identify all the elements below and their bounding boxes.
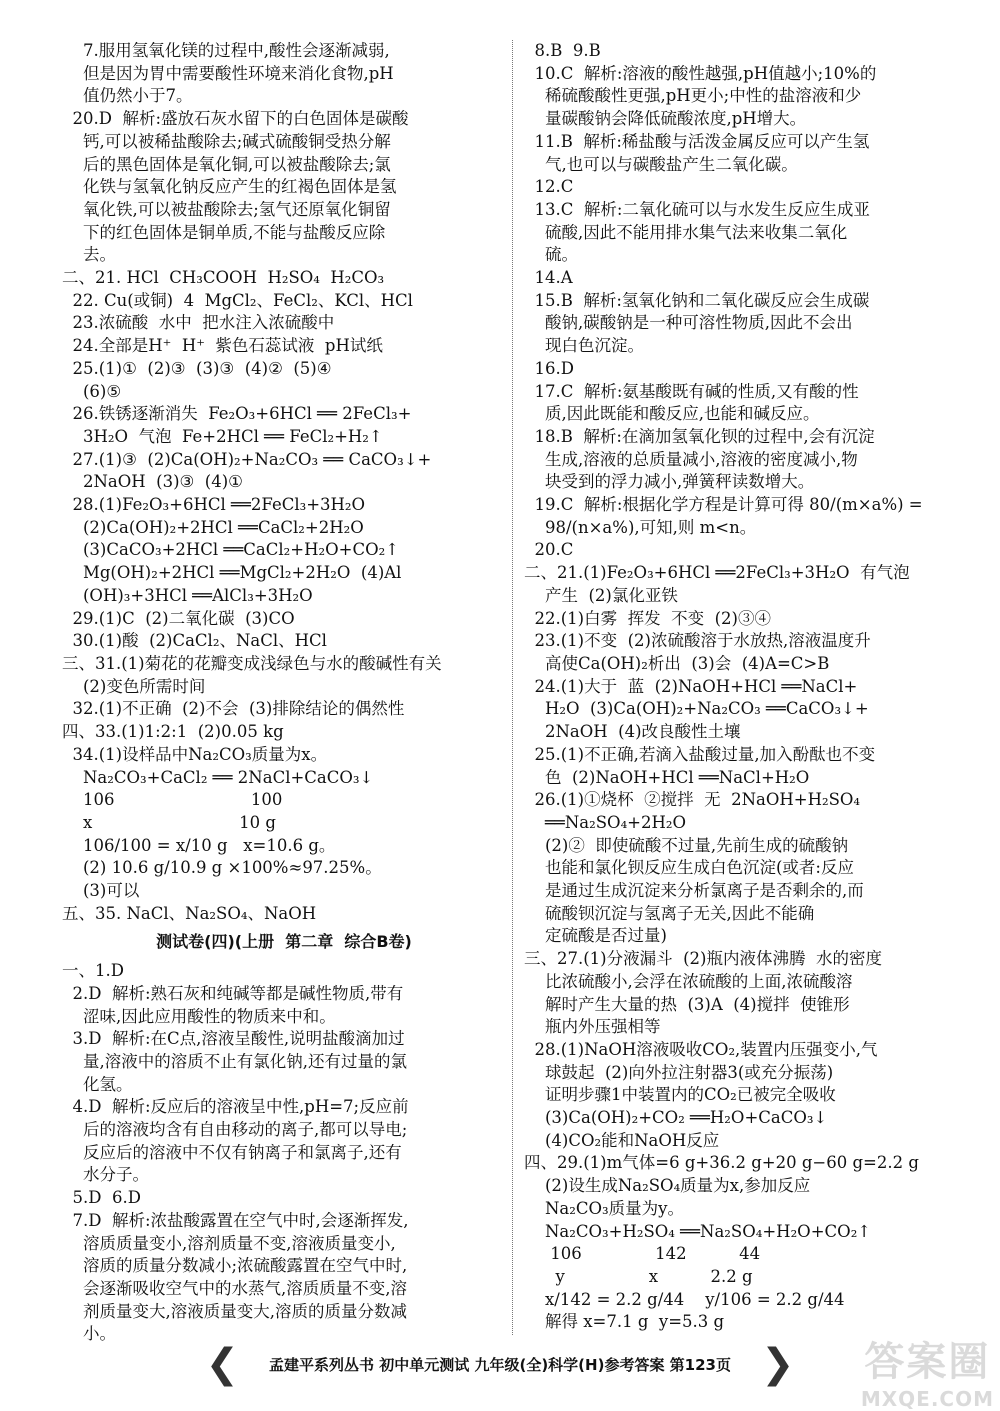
left-text-line: 106 100 [62,790,283,810]
right-text-line: 四、29.(1)m气体=6 g+36.2 g+20 g−60 g=2.2 g [524,1153,919,1173]
right-text-line: 19.C 解析:根据化学方程是计算可得 80/(m×a%) = [524,495,923,515]
right-text-line: 量碳酸钠会降低硫酸浓度,pH增大。 [524,109,807,129]
left-text-line: 水分子。 [62,1165,149,1185]
left-text-line: 3.D 解析:在C点,溶液呈酸性,说明盐酸滴加过 [62,1029,405,1049]
left-text-line: 26.铁锈逐渐消失 Fe₂O₃+6HCl ══ 2FeCl₃+ [62,404,412,424]
right-text-line: 硫酸,因此不能用排水集气法来收集二氧化 [524,222,848,242]
right-text-line: 13.C 解析:二氧化硫可以与水发生反应生成亚 [524,199,870,219]
left-text-line: 二、21. HCl CH₃COOH H₂SO₄ H₂CO₃ [62,268,385,288]
left-text-line: 反应后的溶液中不仅有钠离子和氯离子,还有 [62,1142,402,1162]
left-text-line: 30.(1)酸 (2)CaCl₂、NaCl、HCl [62,631,327,651]
left-text-line: 2NaOH (3)③ (4)① [62,472,243,492]
left-text-line: 7.D 解析:浓盐酸露置在空气中时,会逐渐挥发, [62,1210,409,1230]
right-text-line: 三、27.(1)分液漏斗 (2)瓶内液体沸腾 水的密度 [524,949,882,969]
right-text-line: 18.B 解析:在滴加氢氧化钡的过程中,会有沉淀 [524,426,875,446]
left-text-line: 后的溶液均含有自由移动的离子,都可以导电; [62,1120,408,1140]
right-text-line: 10.C 解析:溶液的酸性越强,pH值越小;10%的 [524,63,877,83]
right-text-line: 色 (2)NaOH+HCl ══NaCl+H₂O [524,767,810,787]
right-text-line: 块受到的浮力减小,弹簧秤读数增大。 [524,472,815,492]
right-text-line: 25.(1)不正确,若滴入盐酸过量,加入酚酞也不变 [524,744,876,764]
right-text-line: y x 2.2 g [524,1266,753,1286]
left-text-line: 34.(1)设样品中Na₂CO₃质量为x。 [62,744,328,764]
right-text-line: 是通过生成沉淀来分析氯离子是否剩余的,而 [524,881,864,901]
chevron-right-icon: ❯ [760,1341,795,1387]
left-text-line: Mg(OH)₂+2HCl ══MgCl₂+2H₂O (4)Al [62,563,402,583]
chevron-left-icon: ❮ [205,1341,240,1387]
left-text-line: 一、1.D [62,961,124,981]
right-text-line: 28.(1)NaOH溶液吸收CO₂,装置内压强变小,气 [524,1039,878,1059]
watermark-text: 答案圈 [864,1339,991,1385]
right-text-line: 8.B 9.B [524,41,601,60]
right-text-line: 气,也可以与碳酸盐产生二氧化碳。 [524,154,798,174]
left-text-line: 量,溶液中的溶质不止有氯化钠,还有过量的氯 [62,1051,407,1071]
column-divider [512,40,513,1335]
left-text-line: 29.(1)C (2)二氧化碳 (3)CO [62,608,295,628]
right-text-line: 98/(n×a%),可知,则 m<n。 [524,517,757,537]
right-text-line: (4)CO₂能和NaOH反应 [524,1130,720,1150]
left-text-line: 106/100 = x/10 g x=10.6 g。 [62,835,336,855]
left-text-line: 28.(1)Fe₂O₃+6HCl ══2FeCl₃+3H₂O [62,495,366,515]
right-text-line: 11.B 解析:稀盐酸与活泼金属反应可以产生氢 [524,131,870,151]
left-text-line: 四、33.(1)1:2:1 (2)0.05 kg [62,722,284,742]
right-text-line: 硫。 [524,245,578,265]
right-text-line: 2NaOH (4)改良酸性土壤 [524,722,741,742]
left-text-line: 会逐渐吸收空气中的水蒸气,溶质质量不变,溶 [62,1278,407,1298]
left-text-line: (2) 10.6 g/10.9 g ×100%≈97.25%。 [62,858,382,878]
right-text-line: 解时产生大量的热 (3)A (4)搅拌 使锥形 [524,994,850,1014]
left-text-line: 氧化铁,可以被盐酸除去;氢气还原氧化铜留 [62,199,391,219]
left-text-line: 27.(1)③ (2)Ca(OH)₂+Na₂CO₃ ══ CaCO₃↓+ [62,449,432,469]
left-text-line: (2)Ca(OH)₂+2HCl ══CaCl₂+2H₂O [62,517,364,537]
right-text-line: 瓶内外压强相等 [524,1017,661,1037]
left-text-line: 5.D 6.D [62,1188,141,1208]
right-text-line: 26.(1)①烧杯 ②搅拌 无 2NaOH+H₂SO₄ [524,790,861,810]
left-text-line: 2.D 解析:熟石灰和纯碱等都是碱性物质,带有 [62,983,404,1003]
left-text-line: (3)可以 [62,881,140,901]
left-text-line: 3H₂O 气泡 Fe+2HCl ══ FeCl₂+H₂↑ [62,426,383,446]
right-text-line: 高使Ca(OH)₂析出 (3)会 (4)A=C>B [524,653,830,673]
left-text-line: (OH)₃+3HCl ══AlCl₃+3H₂O [62,585,313,605]
right-text-line: x/142 = 2.2 g/44 y/106 = 2.2 g/44 [524,1289,845,1309]
right-text-line: 16.D [524,358,574,378]
right-text-line: 12.C [524,177,574,197]
right-text-line: 14.A [524,268,573,288]
left-text-line: 测试卷(四)(上册 第二章 综合B卷) [156,932,412,952]
left-text-line: 但是因为胃中需要酸性环境来消化食物,pH [62,63,394,83]
right-text-line: (2)② 即使硫酸不过量,先前生成的硫酸钠 [524,835,849,855]
right-text-line: 定硫酸是否过量) [524,926,667,946]
right-text-line: (3)Ca(OH)₂+CO₂ ══H₂O+CaCO₃↓ [524,1108,828,1128]
left-text-line: Na₂CO₃+CaCl₂ ══ 2NaCl+CaCO₃↓ [62,767,374,787]
left-text-line: 25.(1)① (2)③ (3)③ (4)② (5)④ [62,358,332,378]
left-text-line: 溶质的质量分数减小;浓硫酸露置在空气中时, [62,1256,408,1276]
left-text-line: 去。 [62,245,116,265]
left-text-line: 22. Cu(或铜) 4 MgCl₂、FeCl₂、KCl、HCl [62,290,413,310]
right-text-line: 酸钠,碳酸钠是一种可溶性物质,因此不会出 [524,313,853,333]
right-text-line: 硫酸钡沉淀与氢离子无关,因此不能确 [524,903,815,923]
right-text-line: Na₂CO₃质量为y。 [524,1198,684,1218]
right-text-line: 二、21.(1)Fe₂O₃+6HCl ══2FeCl₃+3H₂O 有气泡 [524,563,910,583]
footer-text: 孟建平系列丛书 初中单元测试 九年级(全)科学(H)参考答案 第123页 [269,1355,731,1374]
left-column [62,40,506,1346]
right-text-line: 20.C [524,540,574,560]
left-text-line: 三、31.(1)菊花的花瓣变成浅绿色与水的酸碱性有关 [62,653,442,673]
right-text-line: ══Na₂SO₄+2H₂O [524,812,687,832]
left-text-line: 溶质质量变小,溶剂质量不变,溶液质量变小, [62,1233,396,1253]
right-text-line: 23.(1)不变 (2)浓硫酸溶于水放热,溶液温度升 [524,631,871,651]
right-text-line: 球鼓起 (2)向外拉注射器3(或充分振荡) [524,1062,834,1082]
left-text-line: 后的黑色固体是氧化铜,可以被盐酸除去;氯 [62,154,391,174]
page-footer [0,1341,1000,1387]
watermark-url: MXQE.COM [860,1387,994,1411]
right-text-line: 证明步骤1中装置内的CO₂已被完全吸收 [524,1085,836,1105]
left-text-line: 24.全部是H⁺ H⁺ 紫色石蕊试液 pH试纸 [62,336,383,356]
right-text-line: 17.C 解析:氨基酸既有碱的性质,又有酸的性 [524,381,859,401]
left-text-line: 4.D 解析:反应后的溶液呈中性,pH=7;反应前 [62,1097,409,1117]
left-text-line: 7.服用氢氧化镁的过程中,酸性会逐渐减弱, [62,41,390,60]
left-text-line: 23.浓硫酸 水中 把水注入浓硫酸中 [62,313,335,333]
right-text-line: 22.(1)白雾 挥发 不变 (2)③④ [524,608,771,628]
right-text-line: 24.(1)大于 蓝 (2)NaOH+HCl ══NaCl+ [524,676,858,696]
left-text-line: (2)变色所需时间 [62,676,206,696]
left-text-line: 20.D 解析:盛放石灰水留下的白色固体是碳酸 [62,109,409,129]
watermark-logo [861,1330,994,1411]
right-text-line: 稀硫酸酸性更强,pH更小;中性的盐溶液和少 [524,86,862,106]
left-text-line: 剂质量变大,溶液质量变大,溶质的质量分数减 [62,1301,407,1321]
right-text-line: 解得 x=7.1 g y=5.3 g [524,1312,725,1332]
right-text-line: 生成,溶液的总质量减小,溶液的密度减小,物 [524,449,858,469]
right-text-line: 质,因此既能和酸反应,也能和碱反应。 [524,404,820,424]
left-text-line: 五、35. NaCl、Na₂SO₄、NaOH [62,903,317,923]
right-text-line: 产生 (2)氯化亚铁 [524,585,678,605]
left-text-line: 值仍然小于7。 [62,86,193,106]
right-text-line: 现白色沉淀。 [524,336,644,356]
left-text-line: 小。 [62,1324,116,1344]
right-text-line: H₂O (3)Ca(OH)₂+Na₂CO₃ ══CaCO₃↓+ [524,699,869,719]
right-text-line: 比浓硫酸小,会浮在浓硫酸的上面,浓硫酸溶 [524,971,853,991]
left-text-line: 钙,可以被稀盐酸除去;碱式硫酸铜受热分解 [62,131,391,151]
left-text-line: 涩味,因此应用酸性的物质来中和。 [62,1006,336,1026]
left-text-line: x 10 g [62,812,276,832]
right-column [524,40,962,1334]
right-text-line: 也能和氯化钡反应生成白色沉淀(或者:反应 [524,858,854,878]
left-text-line: 化铁与氢氧化钠反应产生的红褐色固体是氢 [62,177,397,197]
right-text-line: (2)设生成Na₂SO₄质量为x,参加反应 [524,1176,811,1196]
left-text-line: (3)CaCO₃+2HCl ══CaCl₂+H₂O+CO₂↑ [62,540,400,560]
left-text-line: 化氢。 [62,1074,133,1094]
right-text-line: 106 142 44 [524,1244,761,1264]
left-text-line: 32.(1)不正确 (2)不会 (3)排除结论的偶然性 [62,699,405,719]
left-text-line: 下的红色固体是铜单质,不能与盐酸反应除 [62,222,386,242]
left-text-line: (6)⑤ [62,381,122,401]
right-text-line: Na₂CO₃+H₂SO₄ ══Na₂SO₄+H₂O+CO₂↑ [524,1221,872,1241]
right-text-line: 15.B 解析:氢氧化钠和二氧化碳反应会生成碳 [524,290,870,310]
